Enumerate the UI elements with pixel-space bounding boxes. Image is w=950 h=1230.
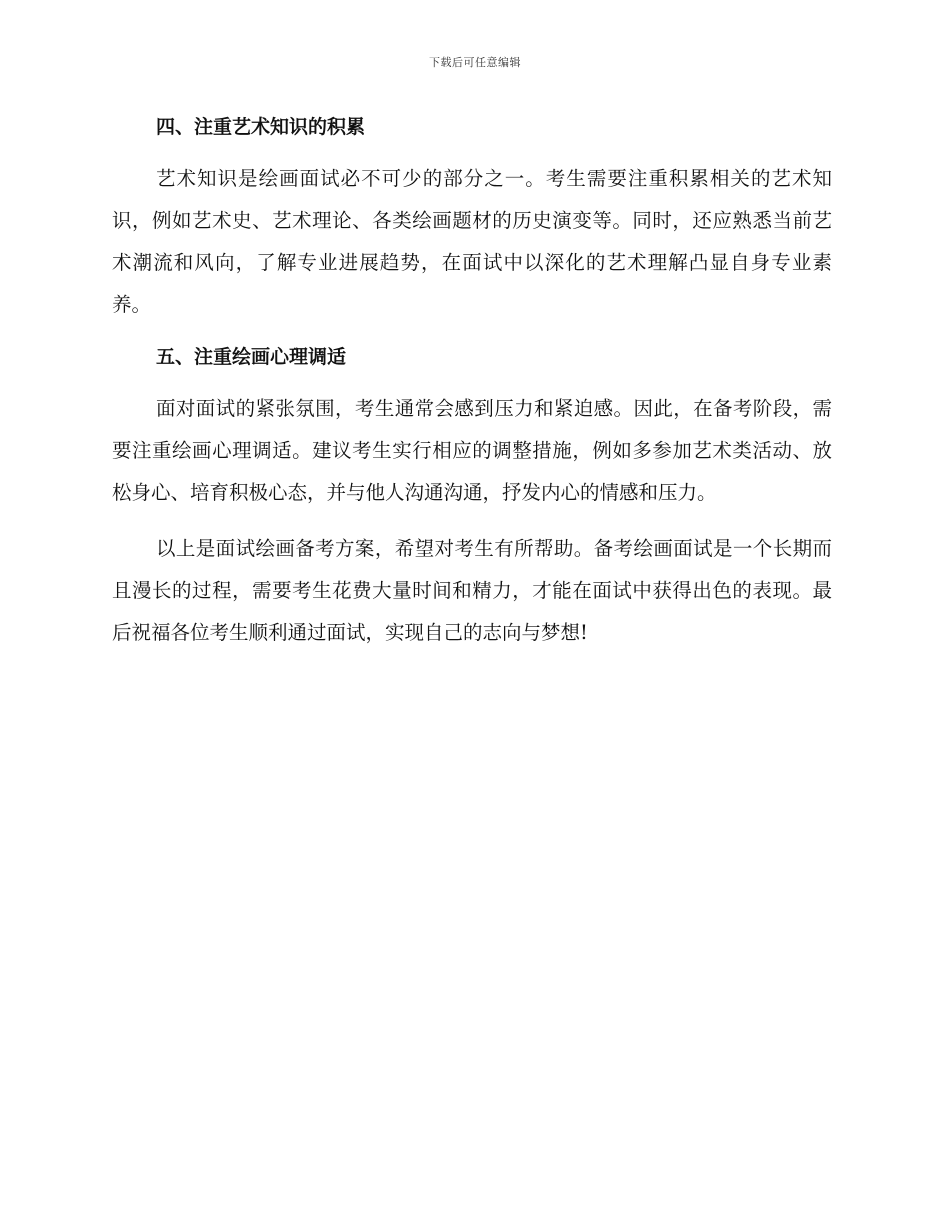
section-heading-psychology: 五、注重绘画心理调适 [156, 346, 347, 368]
section-paragraph-art-knowledge: 艺术知识是绘画面试必不可少的部分之一。考生需要注重积累相关的艺术知识，例如艺术史、艺术理论、各类绘画题材的历史演变等。同时，还应熟悉当前艺术潮流和风向，了解专业进展趋势，在面试中以深化的艺术理解凸显自身专业素养。 [112, 167, 832, 316]
section-paragraph-psychology: 面对面试的紧张氛围，考生通常会感到压力和紧迫感。因此，在备考阶段，需要注重绘画心理调适。建议考生实行相应的调整措施，例如多参加艺术类活动、放松身心、培育积极心态，并与他人沟通沟通，抒发内心的情感和压力。 [112, 397, 832, 504]
section-heading-art-knowledge: 四、注重艺术知识的积累 [156, 116, 366, 138]
document-content [112, 110, 832, 668]
header-note: 下载后可任意编辑 [429, 56, 521, 69]
closing-paragraph: 以上是面试绘画备考方案，希望对考生有所帮助。备考绘画面试是一个长期而且漫长的过程，需要考生花费大量时间和精力，才能在面试中获得出色的表现。最后祝福各位考生顺利通过面试，实现自己的志向与梦想! [112, 537, 832, 644]
